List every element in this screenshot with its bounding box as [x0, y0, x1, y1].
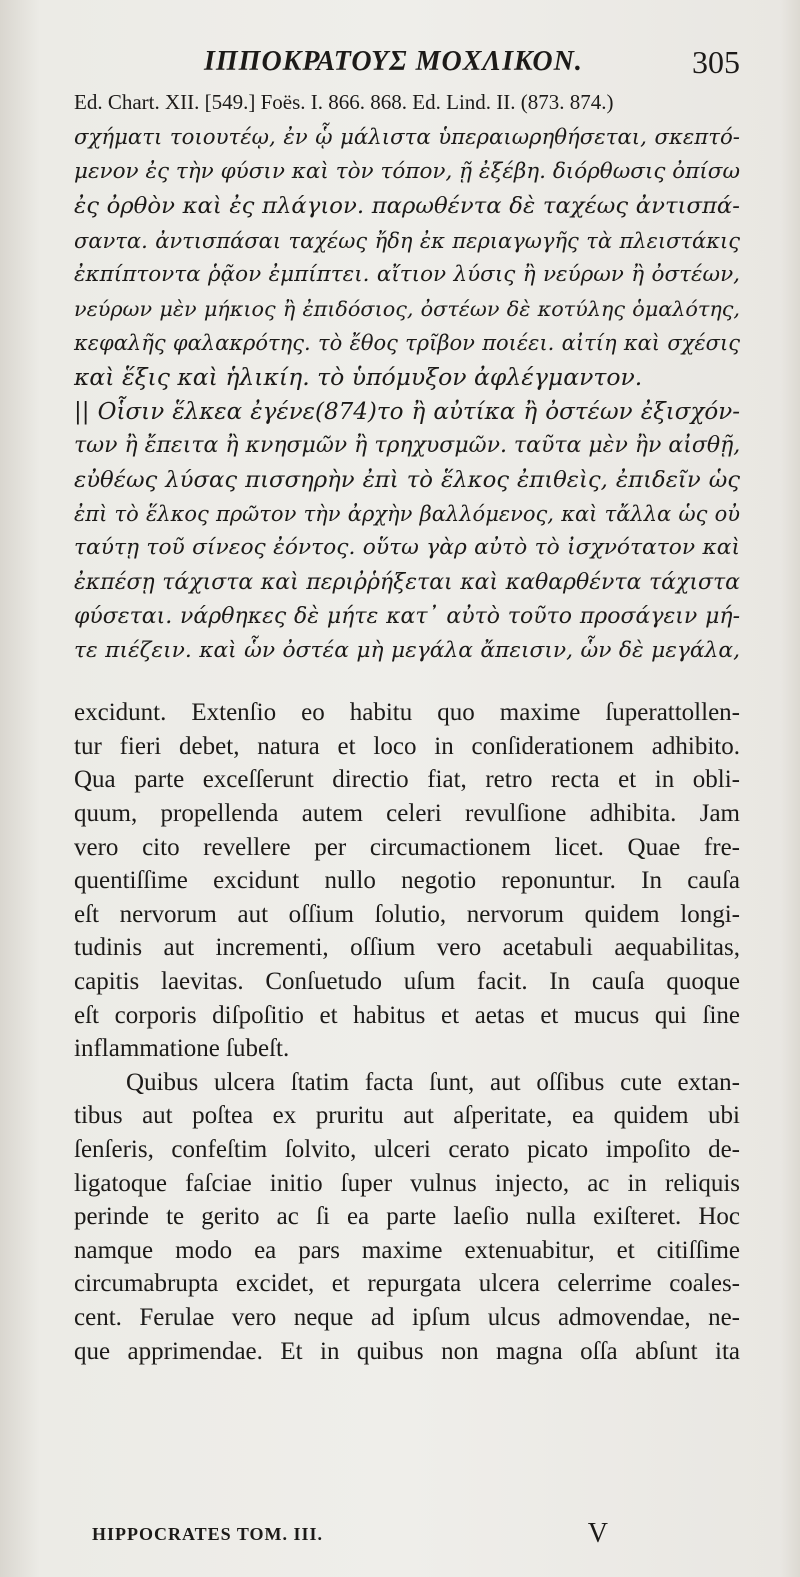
edition-reference-line: Ed. Chart. XII. [549.] Foës. I. 866. 868. Ed. Lind. II. (873. 874.) [74, 90, 614, 114]
latin-line: inflammatione ſubeſt. [74, 1035, 290, 1063]
greek-line: μενον ἐς τὴν φύσιν καὶ τὸν τόπον, ῇ ἐξέβη. διόρθωσις ὀπίσω [74, 159, 740, 185]
latin-line: namque modo ea pars maxime extenuabitur, et citiſſime [74, 1236, 740, 1264]
greek-line: τε πιέζειν. καὶ ὧν ὀστέα μὴ μεγάλα ἄπεισιν, ὧν δὲ μεγάλα, [74, 638, 740, 664]
greek-text-block [74, 121, 740, 668]
latin-line: perinde te gerito ac ſi ea parte laeſio nulla exiſteret. Hoc [74, 1203, 740, 1231]
latin-line: tibus aut poſtea ex pruritu aut aſperitate, ea quidem ubi [74, 1102, 740, 1130]
greek-line: σχήματι τοιουτέῳ, ἐν ᾧ μάλιστα ὑπεραιωρηθήσεται, σκεπτό- [74, 125, 740, 150]
greek-line: εὐθέως λύσας πισσηρὴν ἐπὶ τὸ ἕλκος ἐπιθεὶς, ἐπιδεῖν ὡς [74, 467, 740, 494]
latin-line: cent. Ferulae vero neque ad ipſum ulcus admovendae, ne- [74, 1303, 740, 1331]
running-head [74, 44, 740, 88]
greek-line: των ἢ ἔπειτα ἢ κνησμῶν ἢ τρηχυσμῶν. ταῦτα μὲν ἢν αἰσθῇ, [74, 432, 741, 458]
latin-line: quentiſſime excidunt nullo negotio reponuntur. In cauſa [74, 867, 740, 895]
page-footer [92, 1518, 740, 1549]
signature-line: HIPPOCRATES TOM. III. [92, 1524, 324, 1544]
latin-line: que apprimendae. Et in quibus non magna oſſa abſunt ita [74, 1337, 740, 1365]
latin-line: quum, propellenda autem celeri revulſione adhibita. Jam [74, 800, 740, 828]
greek-line: ἐκπίπτοντα ῥᾷον ἐμπίπτει. αἴτιον λύσις ἢ νεύρων ἢ ὀστέων, [74, 261, 740, 287]
latin-line: tur fieri debet, natura et loco in conſiderationem adhibito. [74, 732, 740, 760]
latin-line: eſt nervorum aut oſſium ſolutio, nervorum quidem longi- [74, 900, 740, 928]
greek-line: φύσεται. νάρθηκες δὲ μήτε κατ᾽ αὐτὸ τοῦτο προσάγειν μή- [74, 603, 740, 629]
greek-line: ἐκπέσῃ τάχιστα καὶ περιῤῥήξεται καὶ καθαρθέντα τάχιστα [74, 569, 740, 595]
greek-line: καὶ ἕξις καὶ ἡλικίη. τὸ ὑπόμυξον ἀφλέγμαντον. [74, 363, 643, 392]
latin-line: circumabrupta excidet, et repurgata ulcera celerrime coales- [74, 1270, 740, 1298]
greek-line: σαντα. ἀντισπάσαι ταχέως ἤδη ἐκ περιαγωγῆς τὰ πλειστάκις [74, 228, 740, 253]
latin-line: eſt corporis diſpoſitio et habitus et aetas et mucus qui ſine [74, 1001, 740, 1029]
greek-line: ἐπὶ τὸ ἕλκος πρῶτον τὴν ἀρχὴν βαλλόμενος, καὶ τἄλλα ὡς οὐ [74, 502, 740, 527]
latin-line: Quibus ulcera ſtatim facta ſunt, aut oſſibus cute extan- [126, 1068, 740, 1096]
running-title: ΙΠΠΟΚΡΑΤΟΥΣ ΜΟΧΛΙΚΟΝ. [204, 46, 583, 77]
greek-line: || Οἷσιν ἕλκεα ἐγένε(874)το ἢ αὐτίκα ἢ ὀστέων ἐξισχόν- [74, 398, 740, 425]
latin-line: vero cito revellere per circumactionem licet. Quae fre- [74, 833, 740, 861]
signature-mark: V [587, 1518, 608, 1549]
latin-line: Qua parte exceſſerunt directio fiat, retro recta et in obli- [74, 766, 740, 794]
greek-line: κεφαλῆς φαλακρότης. τὸ ἔθος τρῖβον ποιέει. αἰτίη καὶ σχέσις [74, 331, 740, 356]
latin-line: excidunt. Extenſio eo habitu quo maxime ſuperattollen- [74, 699, 740, 727]
latin-translation-block [74, 696, 740, 1368]
greek-line: ταύτῃ τοῦ σίνεος ἐόντος. οὕτω γὰρ αὐτὸ τὸ ἰσχνότατον καὶ [74, 535, 740, 561]
greek-line: νεύρων μὲν μήκιος ἢ ἐπιδόσιος, ὀστέων δὲ κοτύλης ὁμαλότης, [74, 297, 740, 322]
latin-line: tudinis aut incrementi, oſſium vero acetabuli aequabilitas, [74, 934, 740, 962]
latin-line: ligatoque faſciae initio ſuper vulnus injecto, ac in reliquis [74, 1169, 740, 1197]
greek-line: ἐς ὀρθὸν καὶ ἐς πλάγιον. παρωθέντα δὲ ταχέως ἀντισπά- [74, 193, 740, 220]
latin-line: capitis laevitas. Conſuetudo uſum facit. In cauſa quoque [74, 968, 740, 995]
latin-line: ſenſeris, confeſtim ſolvito, ulceri cerato picato impoſito de- [74, 1135, 740, 1163]
page-number: 305 [692, 44, 740, 80]
